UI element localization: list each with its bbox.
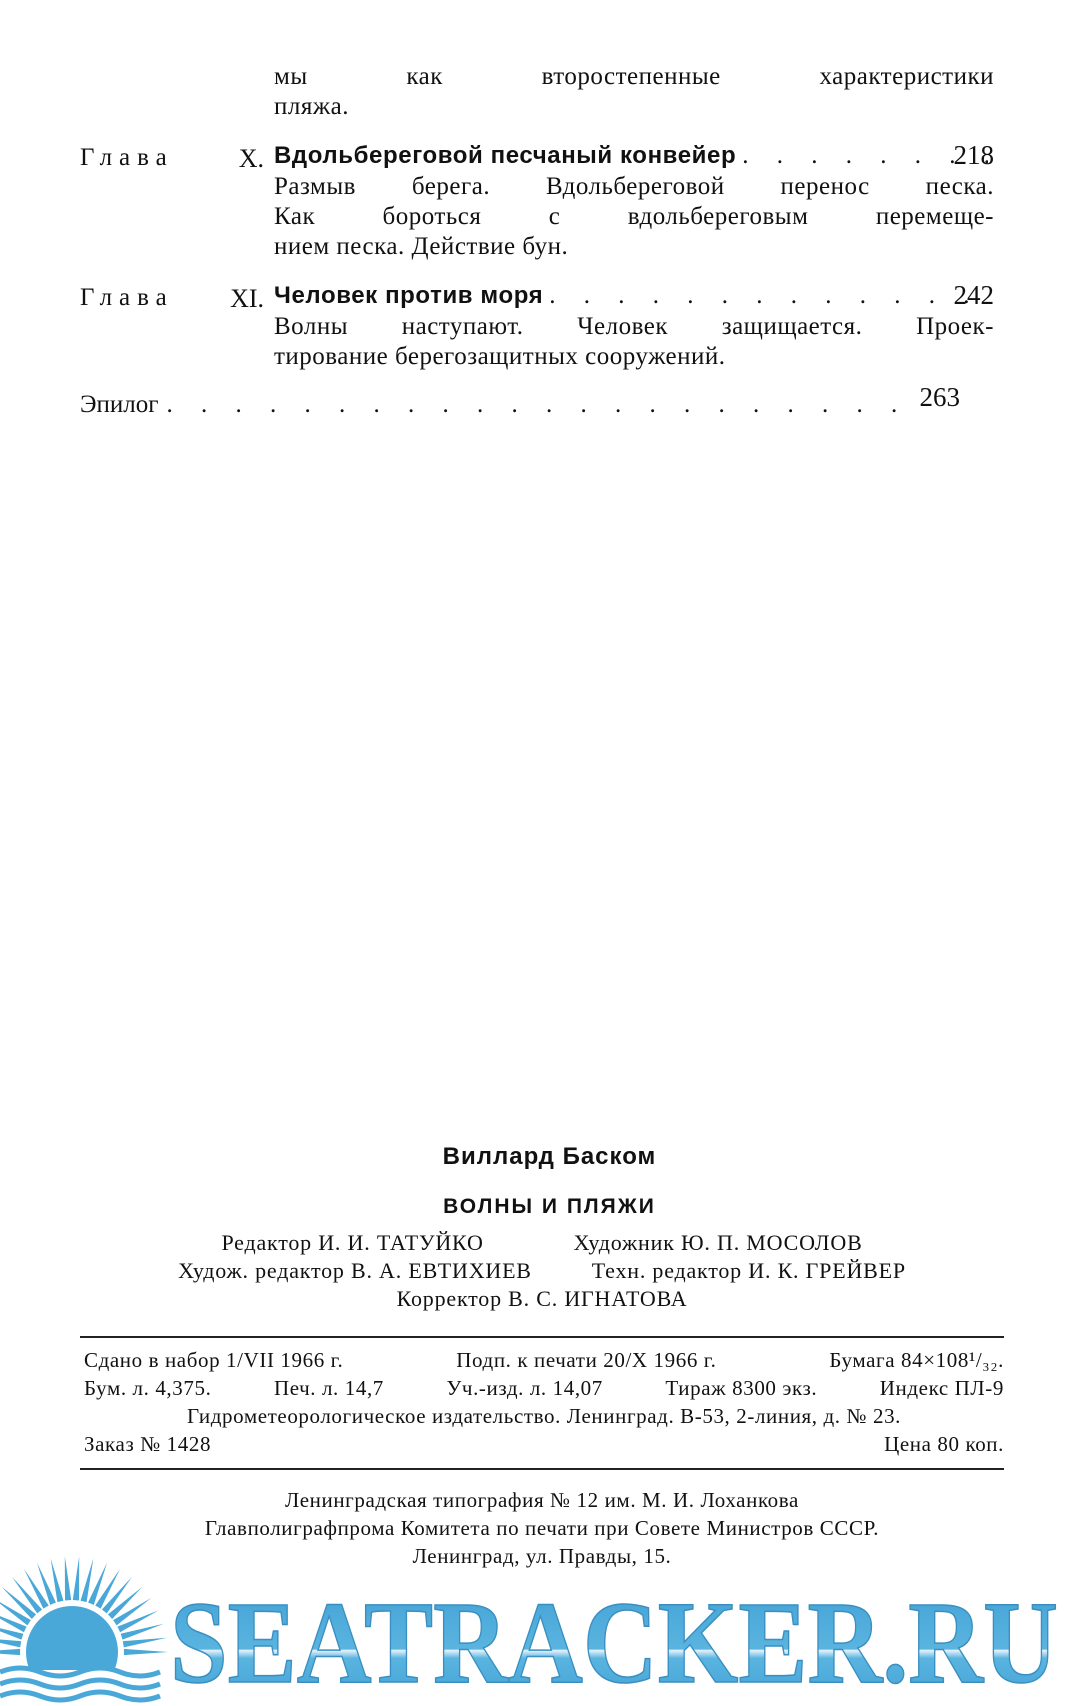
chapter-title: Человек против моря [274, 282, 544, 309]
page-number: 242 [953, 280, 994, 310]
chapter-description [274, 172, 994, 262]
description-line: нием песка. Действие бун. [274, 233, 569, 260]
toc-entry-epilog [80, 382, 960, 422]
toc-continuation-line: мы как второстепенные характеристики [274, 63, 994, 90]
dot-leader [549, 280, 988, 312]
printer-line: Главполиграфпрома Комитета по печати при Совете Министров СССР. [204, 1516, 880, 1540]
table-of-contents [80, 62, 994, 422]
chapter-word: Глава [80, 144, 174, 171]
description-line: Волны наступают. Человек защищается. Проек- [274, 313, 994, 340]
divider-rule [80, 1468, 1004, 1470]
watermark-text: SEATRACKER.RU [170, 1577, 1058, 1706]
pub-edit-sheets: Уч.-изд. л. 14,07 [446, 1376, 603, 1400]
sun-ray [24, 1569, 49, 1609]
toc-continuation-line: пляжа. [274, 93, 349, 120]
watermark [0, 1530, 1080, 1706]
sun-ray [95, 1569, 120, 1609]
pub-paper-format: Бумага 84×108¹/₃₂. [829, 1348, 1004, 1372]
sun-ray [0, 1638, 21, 1648]
sun-ray [73, 1556, 79, 1600]
description-line: тирование берегозащитных сооружений. [274, 343, 726, 370]
order-number: Заказ № 1428 [84, 1432, 212, 1456]
publication-info [84, 1346, 1004, 1458]
sun-ray [0, 1649, 20, 1655]
chapter-number: X. [238, 144, 264, 173]
toc-entry-chapter-11 [80, 280, 994, 372]
art-editor-credit: Худож. редактор В. А. ЕВТИХИЕВ [178, 1258, 532, 1283]
sun-ray [65, 1556, 71, 1600]
sun-ray [117, 1610, 158, 1632]
proofreader-credit: Корректор В. С. ИГНАТОВА [396, 1286, 688, 1311]
description-line: Как бороться с вдольбереговым перемеще- [274, 203, 994, 230]
credits [80, 1229, 1004, 1313]
pub-print-sheets: Печ. л. 14,7 [273, 1376, 384, 1400]
toc-entry-chapter-10 [80, 140, 994, 262]
imprint [80, 1143, 1004, 1313]
editor-credit: Редактор И. И. ТАТУЙКО [221, 1230, 484, 1255]
pub-index: Индекс ПЛ-9 [879, 1376, 1004, 1400]
printer-line: Ленинград, ул. Правды, 15. [412, 1544, 672, 1568]
pub-typeset-date: Сдано в набор 1/VII 1966 г. [84, 1348, 344, 1372]
dot-leader [742, 140, 988, 172]
price: Цена 80 коп. [884, 1432, 1004, 1456]
epilog-label: Эпилог [80, 391, 159, 418]
chapter-title: Вдольбереговой песчаный конвейер [274, 142, 737, 169]
sun-ray [124, 1649, 168, 1655]
pub-print-date: Подп. к печати 20/X 1966 г. [456, 1348, 717, 1372]
description-line: Размыв берега. Вдольбереговой перенос песка. [274, 173, 994, 200]
book-title: ВОЛНЫ И ПЛЯЖИ [443, 1195, 656, 1218]
page-number: 218 [953, 140, 994, 170]
waves-icon [0, 1668, 160, 1700]
artist-credit: Художник Ю. П. МОСОЛОВ [573, 1230, 863, 1255]
dot-leader [167, 388, 912, 422]
printer-line: Ленинградская типография № 12 им. М. И. Лоханкова [285, 1488, 799, 1512]
chapter-word: Глава [80, 284, 174, 311]
pub-print-run: Тираж 8300 экз. [665, 1376, 818, 1400]
chapter-description [274, 312, 994, 372]
pub-paper-sheets: Бум. л. 4,375. [84, 1376, 212, 1400]
publisher-line: Гидрометеорологическое издательство. Ленинград. В-53, 2-линия, д. № 23. [186, 1404, 902, 1428]
page-number: 263 [919, 382, 960, 412]
sun-ray [123, 1638, 167, 1648]
divider-rule [80, 1336, 1004, 1338]
tech-editor-credit: Техн. редактор И. К. ГРЕЙВЕР [591, 1258, 906, 1283]
author-name: Виллард Баском [442, 1143, 657, 1170]
chapter-number: XI. [230, 284, 264, 313]
toc-continuation [274, 62, 994, 122]
